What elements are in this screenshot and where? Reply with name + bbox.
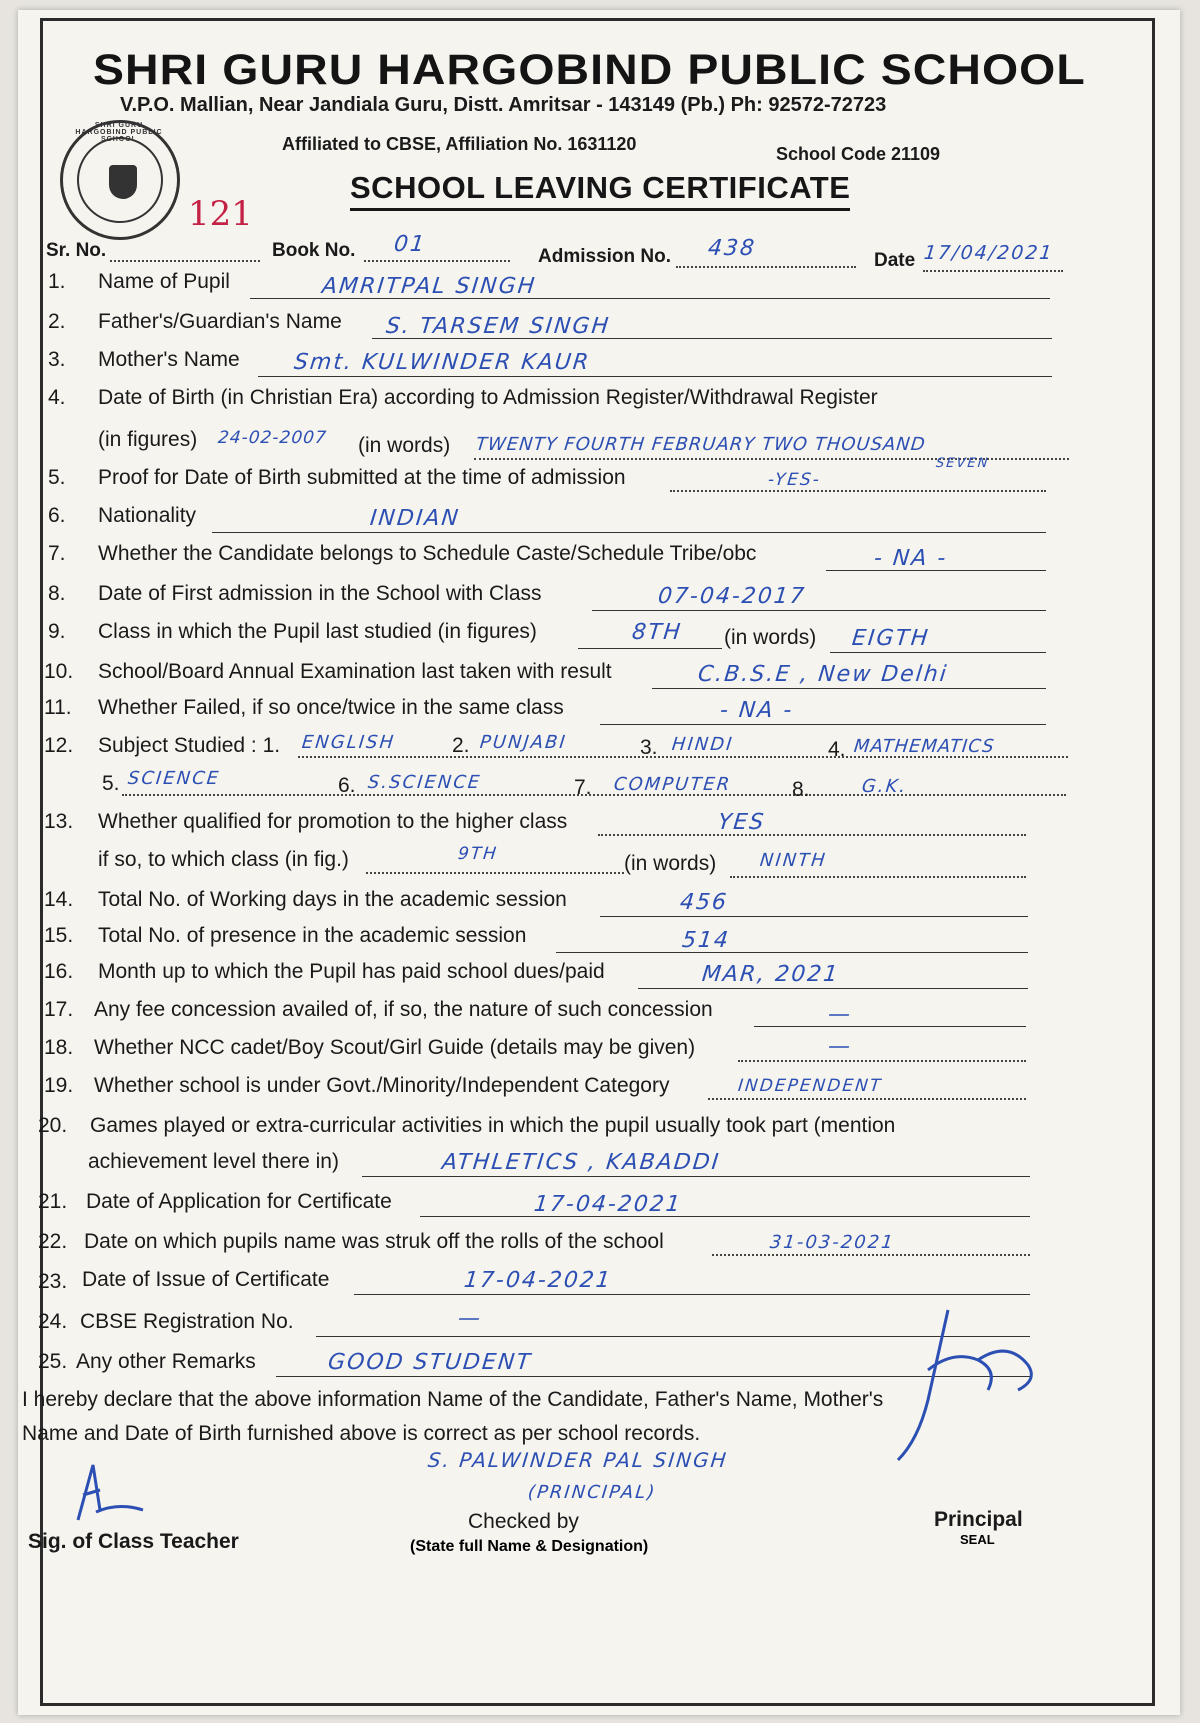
item-1-number: 1. — [48, 270, 66, 293]
date-label: Date — [874, 250, 916, 271]
item-17-number: 17. — [44, 998, 74, 1021]
subject-4-value: MATHEMATICS — [852, 736, 996, 757]
last-exam-label: School/Board Annual Examination last taken with result — [98, 660, 612, 683]
declaration-line-2: Name and Date of Birth furnished above is correct as per school records. — [22, 1422, 701, 1445]
certificate-title: SCHOOL LEAVING CERTIFICATE — [350, 170, 850, 211]
item-15-number: 15. — [44, 924, 74, 947]
dob-figures-value: 24-02-2007 — [216, 428, 328, 448]
school-seal-icon — [60, 120, 180, 240]
item-2-number: 2. — [48, 310, 66, 333]
issue-date-label: Date of Issue of Certificate — [82, 1268, 330, 1291]
school-name: SHRI GURU HARGOBIND PUBLIC SCHOOL — [93, 46, 1086, 94]
application-date-label: Date of Application for Certificate — [86, 1190, 392, 1213]
book-number-value: 01 — [392, 232, 428, 257]
school-address: V.P.O. Mallian, Near Jandiala Guru, Distt. Amritsar - 143149 (Pb.) Ph: 92572-72723 — [120, 94, 887, 116]
declaration-line-1: I hereby declare that the above information Name of the Candidate, Father's Name, Mother's — [22, 1388, 884, 1411]
serial-number-value: 121 — [188, 194, 253, 234]
subject-6-number: 6. — [338, 774, 356, 797]
caste-category-label: Whether the Candidate belongs to Schedule Caste/Schedule Tribe/obc — [98, 542, 757, 565]
seal-lettering: SHRI GURU HARGOBIND PUBLIC SCHOOL — [75, 122, 163, 143]
item-14-number: 14. — [44, 888, 74, 911]
fee-concession-value: — — [826, 1002, 854, 1027]
item-18-number: 18. — [44, 1036, 74, 1059]
item-13-number: 13. — [44, 810, 74, 833]
item-16-number: 16. — [44, 960, 74, 983]
activities-label: Games played or extra-curricular activities in which the pupil usually took part (mention — [90, 1114, 896, 1137]
application-date-value: 17-04-2021 — [532, 1192, 684, 1217]
seal-inner-ring — [77, 137, 163, 223]
name-of-pupil-value: AMRITPAL SINGH — [320, 274, 538, 299]
item-22-number: 22. — [38, 1230, 68, 1253]
seal-emblem-icon — [109, 165, 137, 199]
first-admission-value: 07-04-2017 — [656, 584, 808, 609]
presence-label: Total No. of presence in the academic session — [98, 924, 527, 947]
subjects-label: Subject Studied : 1. — [98, 734, 281, 757]
promotion-class-words-value: NINTH — [758, 850, 828, 871]
cbse-registration-label: CBSE Registration No. — [80, 1310, 294, 1333]
subject-4-number: 4. — [828, 738, 846, 761]
ncc-scout-label: Whether NCC cadet/Boy Scout/Girl Guide (details may be given) — [94, 1036, 696, 1059]
working-days-label: Total No. of Working days in the academic session — [98, 888, 567, 911]
checked-by-note: (State full Name & Designation) — [410, 1538, 649, 1555]
item-19-number: 19. — [44, 1074, 74, 1097]
school-code: School Code 21109 — [776, 144, 941, 164]
principal-signature-icon — [858, 1290, 1058, 1480]
school-category-label: Whether school is under Govt./Minority/Independent Category — [94, 1074, 670, 1097]
caste-category-value: - NA - — [872, 546, 949, 571]
principal-seal-label: SEAL — [960, 1532, 995, 1547]
first-admission-label: Date of First admission in the School with Class — [98, 582, 542, 605]
item-5-number: 5. — [48, 466, 66, 489]
class-teacher-signature-icon — [38, 1450, 158, 1540]
principal-name-handwritten: S. PALWINDER PAL SINGH — [426, 1448, 730, 1472]
mother-name-label: Mother's Name — [98, 348, 240, 371]
dob-proof-value: -YES- — [766, 470, 823, 490]
mother-name-value: Smt. KULWINDER KAUR — [292, 350, 592, 375]
struck-off-date-label: Date on which pupils name was struk off the rolls of the school — [84, 1230, 664, 1253]
subject-1-value: ENGLISH — [300, 732, 397, 753]
dob-words-value-cont: SEVEN — [935, 456, 991, 471]
date-of-birth-label: Date of Birth (in Christian Era) according to Admission Register/Withdrawal Register — [98, 386, 878, 409]
subject-6-value: S.SCIENCE — [366, 772, 483, 793]
admission-number-label: Admission No. — [538, 246, 672, 267]
last-class-words-label: (in words) — [724, 626, 817, 649]
item-24-number: 24. — [38, 1310, 68, 1333]
item-21-number: 21. — [38, 1190, 68, 1213]
item-4-number: 4. — [48, 386, 66, 409]
item-10-number: 10. — [44, 660, 74, 683]
promotion-value: YES — [716, 810, 767, 835]
subject-8-value: G.K. — [860, 776, 909, 797]
item-12-number: 12. — [44, 734, 74, 757]
certificate-sheet — [18, 10, 1180, 1715]
ncc-scout-value: — — [826, 1034, 854, 1059]
nationality-value: INDIAN — [368, 506, 462, 531]
item-6-number: 6. — [48, 504, 66, 527]
date-value: 17/04/2021 — [922, 242, 1055, 264]
serial-number-label: Sr. No. — [46, 240, 107, 261]
dob-proof-label: Proof for Date of Birth submitted at the time of admission — [98, 466, 626, 489]
subject-5-value: SCIENCE — [126, 768, 222, 789]
item-25-number: 25. — [38, 1350, 68, 1373]
book-number-label: Book No. — [272, 240, 356, 261]
promotion-class-figures-value: 9TH — [456, 844, 500, 864]
admission-number-value: 438 — [706, 236, 758, 261]
subject-3-value: HINDI — [670, 734, 735, 755]
subject-5-number: 5. — [102, 772, 120, 795]
subject-8-number: 8. — [792, 778, 810, 801]
working-days-value: 456 — [678, 890, 730, 915]
school-category-value: INDEPENDENT — [736, 1076, 884, 1096]
subject-7-number: 7. — [574, 776, 592, 799]
item-23-number: 23. — [38, 1270, 68, 1293]
name-of-pupil-label: Name of Pupil — [98, 270, 230, 293]
item-3-number: 3. — [48, 348, 66, 371]
remarks-value: GOOD STUDENT — [326, 1350, 534, 1375]
last-exam-value: C.B.S.E , New Delhi — [696, 662, 950, 687]
subject-2-number: 2. — [452, 734, 470, 757]
failed-value: - NA - — [718, 698, 795, 723]
fee-concession-label: Any fee concession availed of, if so, the nature of such concession — [94, 998, 713, 1021]
promotion-label: Whether qualified for promotion to the higher class — [98, 810, 568, 833]
dob-figures-label: (in figures) — [98, 428, 198, 451]
nationality-label: Nationality — [98, 504, 197, 527]
cbse-registration-value: — — [456, 1306, 484, 1331]
subject-2-value: PUNJABI — [478, 732, 568, 753]
presence-value: 514 — [680, 928, 732, 953]
item-9-number: 9. — [48, 620, 66, 643]
issue-date-value: 17-04-2021 — [462, 1268, 614, 1293]
item-20-number: 20. — [38, 1114, 68, 1137]
promotion-class-words-label: (in words) — [624, 852, 717, 875]
item-7-number: 7. — [48, 542, 66, 565]
class-teacher-signature-label: Sig. of Class Teacher — [28, 1530, 239, 1553]
subject-7-value: COMPUTER — [612, 774, 733, 795]
principal-designation-handwritten: (PRINCIPAL) — [526, 1482, 658, 1503]
school-affiliation: Affiliated to CBSE, Affiliation No. 1631120 — [282, 134, 637, 154]
activities-label-cont: achievement level there in) — [88, 1150, 339, 1173]
last-class-words-value: EIGTH — [850, 626, 931, 651]
dob-words-value: TWENTY FOURTH FEBRUARY TWO THOUSAND — [474, 434, 927, 455]
item-11-number: 11. — [44, 696, 72, 719]
father-name-value: S. TARSEM SINGH — [384, 314, 612, 339]
father-name-label: Father's/Guardian's Name — [98, 310, 342, 333]
dues-paid-label: Month up to which the Pupil has paid school dues/paid — [98, 960, 605, 983]
remarks-label: Any other Remarks — [76, 1350, 256, 1373]
item-8-number: 8. — [48, 582, 66, 605]
failed-label: Whether Failed, if so once/twice in the same class — [98, 696, 564, 719]
dues-paid-value: MAR, 2021 — [700, 962, 841, 987]
promotion-class-figures-label: if so, to which class (in fig.) — [98, 848, 349, 871]
principal-label: Principal — [934, 1508, 1023, 1531]
last-class-figures-value: 8TH — [630, 620, 684, 645]
subject-3-number: 3. — [640, 736, 658, 759]
dob-words-label: (in words) — [358, 434, 451, 457]
activities-value: ATHLETICS , KABADDI — [440, 1150, 722, 1175]
struck-off-date-value: 31-03-2021 — [768, 1232, 896, 1253]
checked-by-label: Checked by — [468, 1510, 579, 1533]
last-class-label: Class in which the Pupil last studied (in figures) — [98, 620, 537, 643]
